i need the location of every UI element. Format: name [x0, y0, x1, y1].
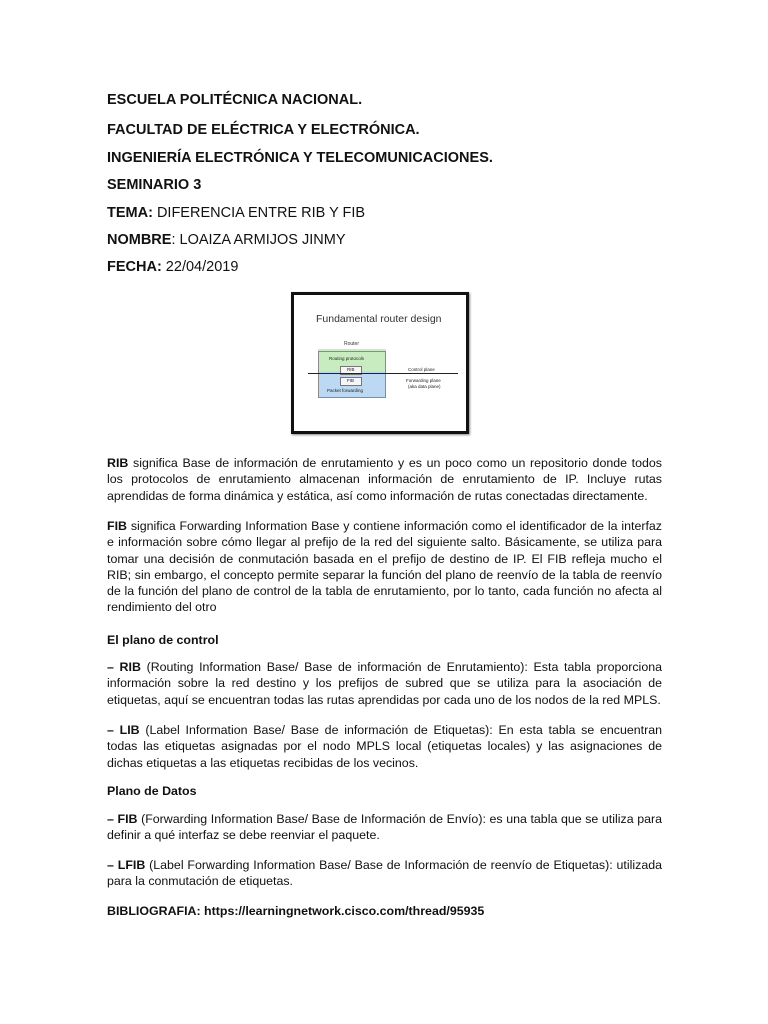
paragraph-lfib — [107, 857, 662, 890]
nombre-value: : LOAIZA ARMIJOS JINMY — [171, 232, 346, 248]
fib-term: FIB — [107, 519, 127, 533]
router-label: Router — [344, 341, 360, 347]
tema-label: TEMA: — [107, 205, 153, 221]
bibliography-link[interactable]: https://learningnetwork.cisco.com/thread/95935 — [200, 904, 485, 918]
nombre-label: NOMBRE — [107, 232, 172, 248]
rib-definition: significa Base de información de enrutamiento y es un poco como un repositorio donde todos los protocolos de enrutamiento almacenan información de enrutamiento de IP. Incluye rutas aprendidas de forma dinámica y estática, así como información de rutas conectadas directamente. — [107, 456, 662, 503]
lfib-term: – LFIB — [107, 858, 146, 872]
seminar-title: SEMINARIO 3 — [107, 177, 202, 193]
fecha-value: 22/04/2019 — [161, 259, 239, 275]
school-line — [107, 91, 667, 109]
routing-protocols-label: Routing protocols — [329, 356, 365, 361]
router-design-figure — [291, 292, 469, 434]
data-plane-label: (aka data plane) — [408, 384, 441, 389]
control-rib-text: (Routing Information Base/ Base de información de Enrutamiento): Esta tabla proporciona información sobre la red destino y los prefijos de subred que se utiliza para la asociación de etiquetas, aquí se encuentran todas las rutas aprendidas por cada uno de los nodos de la red MPLS. — [107, 660, 662, 707]
plane-divider-line — [308, 373, 458, 374]
lib-term: – LIB — [107, 723, 140, 737]
rib-label: RIB — [347, 367, 355, 372]
bibliography-label: BIBLIOGRAFIA: — [107, 904, 201, 918]
lfib-text: (Label Forwarding Information Base/ Base de Información de reenvío de Etiquetas): utilizada para la conmutación de etiquetas. — [107, 858, 662, 889]
control-heading-text: El plano de control — [107, 633, 219, 647]
paragraph-control-rib — [107, 659, 662, 708]
control-rib-term: – RIB — [107, 660, 141, 674]
tema-value: DIFERENCIA ENTRE RIB Y FIB — [152, 205, 366, 221]
paragraph-rib — [107, 455, 662, 504]
data-plane-heading — [107, 783, 662, 799]
figure-title: Fundamental router design — [316, 313, 442, 325]
seminar-line — [107, 176, 667, 194]
faculty-name: FACULTAD DE ELÉCTRICA Y ELECTRÓNICA. — [107, 122, 420, 138]
data-fib-text: (Forwarding Information Base/ Base de Información de Envío): es una tabla que se utiliza para definir a qué interfaz se debe reenviar el paquete. — [107, 812, 663, 843]
data-fib-term: – FIB — [107, 812, 138, 826]
paragraph-data-fib — [107, 811, 662, 844]
paragraph-fib — [107, 518, 662, 616]
fib-definition: significa Forwarding Information Base y contiene información como el identificador de la interfaz e información sobre cómo llegar al prefijo de la red del siguiente salto. Básicamente, se utiliza para tomar una decisión de conmutación basada en el prefijo de destino de IP. El FIB refleja mucho el RIB; sin embargo, el concepto permite separar la función del plano de reenvío de la tabla de reenvío de la función del plano de control de la tabla de enrutamiento, por lo tanto, cada función no afecta al rendimiento del otro — [107, 519, 662, 615]
career-line — [107, 149, 667, 167]
fecha-line — [107, 258, 667, 276]
control-plane-label: Control plane — [408, 367, 435, 372]
packet-forwarding-label: Packet forwarding — [327, 388, 364, 393]
fib-label: FIB — [347, 378, 355, 383]
rib-term: RIB — [107, 456, 129, 470]
bibliography-line — [107, 903, 662, 919]
control-plane-heading — [107, 632, 662, 648]
fecha-label: FECHA: — [107, 259, 162, 275]
lib-text: (Label Information Base/ Base de información de Etiquetas): En esta tabla se encuentran todas las etiquetas asignadas por el nodo MPLS local (etiquetas locales) y las asignaciones de dichas etiquetas a las etiquetas recibidas de los vecinos. — [107, 723, 663, 770]
faculty-line — [107, 121, 667, 139]
forwarding-plane-label: Forwarding plane — [406, 378, 441, 383]
school-name: ESCUELA POLITÉCNICA NACIONAL. — [107, 92, 363, 108]
tema-line — [107, 204, 667, 222]
nombre-line — [107, 231, 667, 249]
paragraph-lib — [107, 722, 662, 771]
data-heading-text: Plano de Datos — [107, 784, 197, 798]
career-name: INGENIERÍA ELECTRÓNICA Y TELECOMUNICACIONES. — [107, 150, 493, 166]
